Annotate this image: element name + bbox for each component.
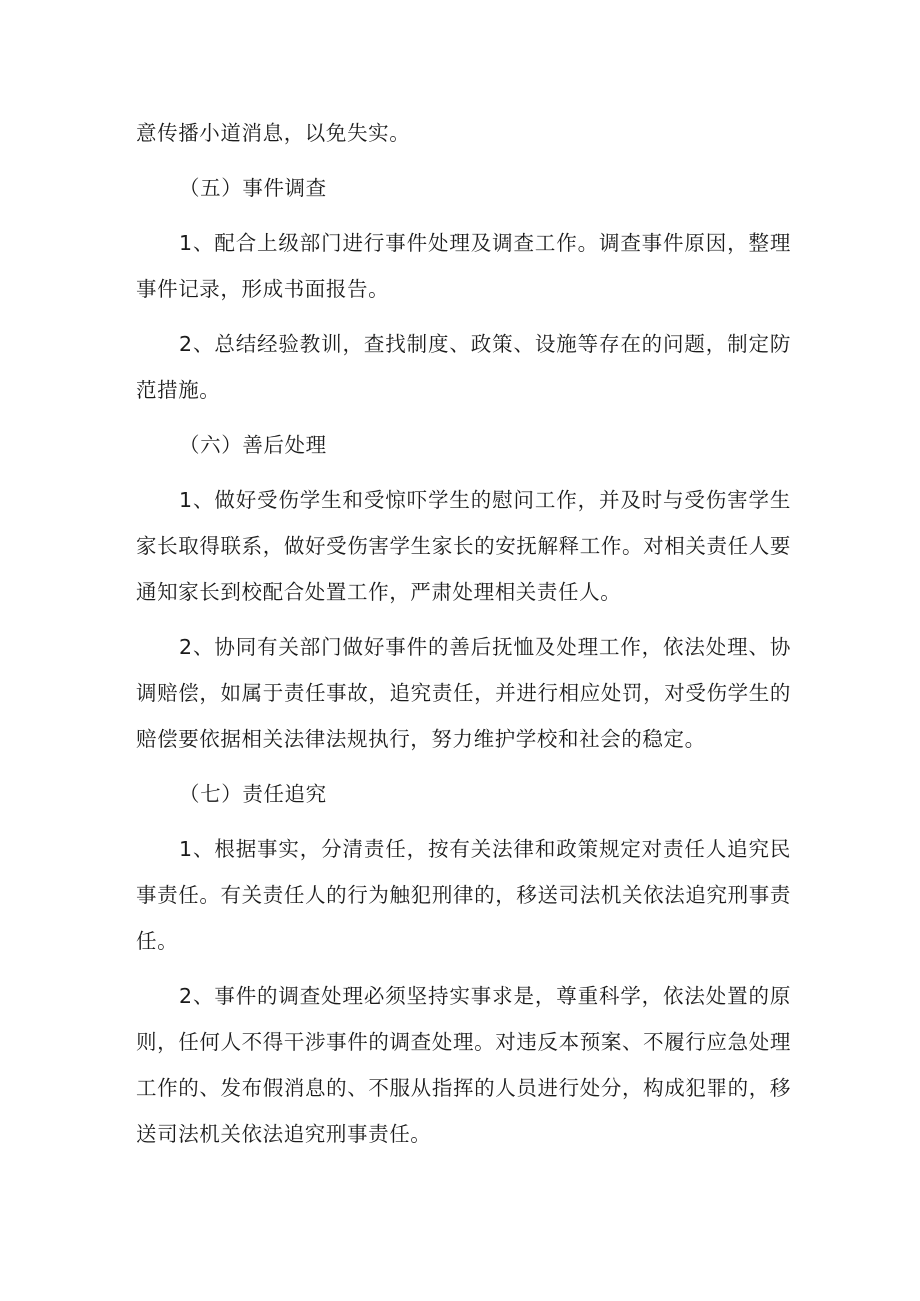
section-heading-event-investigation: （五）事件调查 <box>179 176 327 200</box>
paragraph-aftermath-2: 2、协同有关部门做好事件的善后抚恤及处理工作，依法处理、协调赔偿，如属于责任事故，追究责任，并进行相应处罚，对受伤学生的赔偿要依据相关法律法规执行，努力维护学校和社会的稳定。 <box>136 635 791 751</box>
paragraph-accountability-2: 2、事件的调查处理必须坚持实事求是，尊重科学，依法处置的原则，任何人不得干涉事件的调查处理。对违反本预案、不履行应急处理工作的、发布假消息的、不服从指挥的人员进行处分，构成犯罪的，移送司法机关依法追究刑事责任。 <box>136 984 791 1146</box>
section-heading-accountability: （七）责任追究 <box>179 782 327 806</box>
paragraph-accountability-1: 1、根据事实，分清责任，按有关法律和政策规定对责任人追究民事责任。有关责任人的行为触犯刑律的，移送司法机关依法追究刑事责任。 <box>136 837 791 953</box>
paragraph-investigation-2: 2、总结经验教训，查找制度、政策、设施等存在的问题，制定防范措施。 <box>136 332 791 402</box>
paragraph-continuation: 意传播小道消息，以免失实。 <box>136 121 411 145</box>
paragraph-investigation-1: 1、配合上级部门进行事件处理及调查工作。调查事件原因，整理事件记录，形成书面报告。 <box>136 231 791 301</box>
section-heading-aftermath: （六）善后处理 <box>179 433 327 457</box>
document-body <box>136 110 791 1166</box>
paragraph-aftermath-1: 1、做好受伤学生和受惊吓学生的慰问工作，并及时与受伤害学生家长取得联系，做好受伤害学生家长的安抚解释工作。对相关责任人要通知家长到校配合处置工作，严肃处理相关责任人。 <box>136 488 791 604</box>
